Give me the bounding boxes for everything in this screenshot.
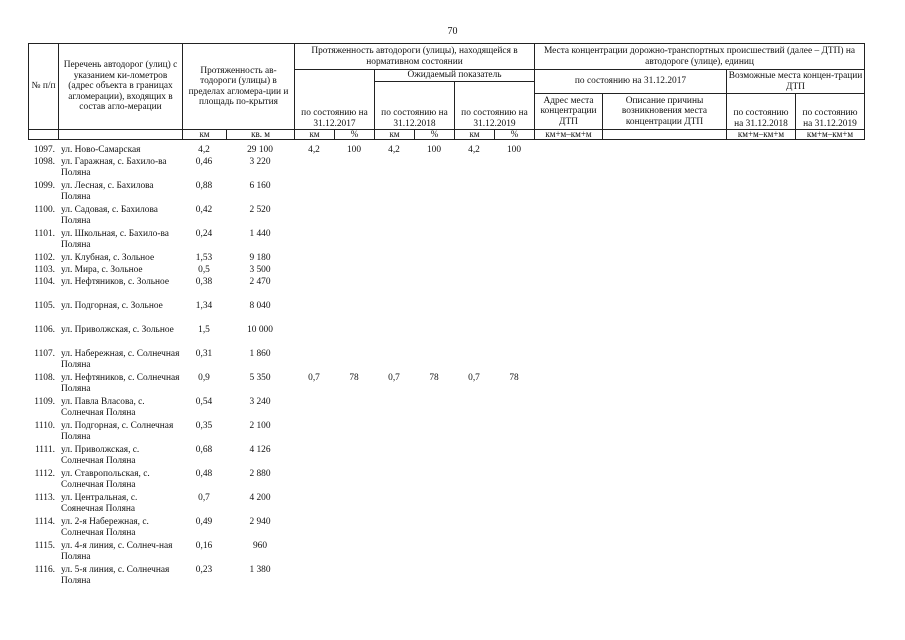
normative-2017-pct — [334, 397, 374, 421]
unit-km: км — [183, 130, 227, 140]
length-km: 0,23 — [195, 565, 213, 575]
normative-2018-pct: 78 — [429, 373, 439, 383]
normative-2018-pct — [414, 253, 454, 265]
row-number: 1116. — [34, 565, 55, 575]
table-row — [28, 181, 534, 205]
normative-2019-pct — [494, 349, 534, 373]
length-km: 0,24 — [195, 229, 213, 239]
normative-2019-km — [454, 229, 494, 253]
length-km: 0,5 — [198, 265, 210, 275]
area-sqm: 2 880 — [249, 469, 271, 479]
road-name: ул. Лесная, с. Бахилова Поляна — [61, 181, 154, 202]
normative-2017-pct: 100 — [346, 145, 362, 155]
row-number: 1101. — [34, 229, 55, 239]
normative-2017-km — [294, 397, 334, 421]
normative-2018-pct — [414, 277, 454, 301]
unit-km: км — [375, 130, 415, 140]
header-dtp-cause: Описание причины возникновения места концентрации ДТП — [603, 94, 727, 130]
table-row — [28, 145, 534, 157]
normative-2019-km — [454, 565, 494, 589]
normative-2018-km — [374, 421, 414, 445]
normative-2017-pct — [334, 277, 374, 301]
normative-2017-pct: 78 — [349, 373, 359, 383]
normative-2017-km — [294, 277, 334, 301]
unit-kmm: км+м–км+м — [796, 130, 865, 140]
row-number: 1109. — [34, 397, 55, 407]
area-sqm: 3 240 — [249, 397, 271, 407]
row-number: 1105. — [34, 301, 55, 311]
table-row — [28, 565, 534, 589]
length-km: 1,53 — [195, 253, 213, 263]
normative-2018-km — [374, 541, 414, 565]
length-km: 0,49 — [195, 517, 213, 527]
normative-2017-km — [294, 421, 334, 445]
row-number: 1100. — [34, 205, 55, 215]
area-sqm: 3 500 — [249, 265, 271, 275]
normative-2019-pct — [494, 277, 534, 301]
normative-2019-pct — [494, 565, 534, 589]
normative-2018-km — [374, 205, 414, 229]
table-row — [28, 349, 534, 373]
header-expected: Ожидаемый показатель — [375, 70, 535, 82]
normative-2017-pct — [334, 157, 374, 181]
area-sqm: 10 000 — [247, 325, 273, 335]
normative-2019-pct — [494, 517, 534, 541]
normative-2019-km — [454, 181, 494, 205]
road-name: ул. Ново-Самарская — [61, 145, 141, 155]
length-km: 0,16 — [195, 541, 213, 551]
normative-2017-pct — [334, 565, 374, 589]
normative-2017-km — [294, 541, 334, 565]
normative-2018-pct — [414, 469, 454, 493]
normative-2017-km — [294, 301, 334, 325]
road-name: ул. Гаражная, с. Бахило-ва Поляна — [61, 157, 167, 178]
table-row — [28, 265, 534, 277]
unit-km: км — [295, 130, 335, 140]
area-sqm: 2 940 — [249, 517, 271, 527]
area-sqm: 1 860 — [249, 349, 271, 359]
unit-km: км — [455, 130, 495, 140]
table-row — [28, 325, 534, 349]
unit-empty — [59, 130, 183, 140]
area-sqm: 9 180 — [249, 253, 271, 263]
area-sqm: 4 200 — [249, 493, 271, 503]
table-row — [28, 205, 534, 229]
normative-2019-pct — [494, 397, 534, 421]
road-name: ул. Школьная, с. Бахило-ва Поляна — [61, 229, 169, 250]
header-group-normative: Протяженность автодороги (улицы), находящейся в нормативном состоянии — [295, 44, 535, 70]
table-body — [28, 145, 534, 589]
header-col-length: Протяженность ав-тодороги (улицы) в пределах агломера-ции и площадь по-крытия — [183, 44, 295, 130]
normative-2019-km — [454, 421, 494, 445]
road-name: ул. Приволжская, с. Солнечная Поляна — [61, 445, 140, 466]
unit-kmm: км+м–км+м — [727, 130, 796, 140]
normative-2019-pct — [494, 325, 534, 349]
normative-2018-pct — [414, 421, 454, 445]
normative-2018-pct — [414, 265, 454, 277]
normative-2017-pct — [334, 517, 374, 541]
normative-2018-pct — [414, 397, 454, 421]
normative-2019-km — [454, 445, 494, 469]
length-km: 0,38 — [195, 277, 213, 287]
row-number: 1104. — [34, 277, 55, 287]
normative-2017-km — [294, 157, 334, 181]
normative-2019-pct — [494, 229, 534, 253]
road-name: ул. Приволжская, с. Зольное — [61, 325, 174, 335]
normative-2018-pct — [414, 181, 454, 205]
length-km: 0,48 — [195, 469, 213, 479]
row-number: 1106. — [34, 325, 55, 335]
road-name: ул. Нефтяников, с. Зольное — [61, 277, 170, 287]
length-km: 4,2 — [198, 145, 210, 155]
normative-2017-pct — [334, 253, 374, 265]
normative-2019-pct — [494, 253, 534, 265]
normative-2018-km: 4,2 — [388, 145, 400, 155]
area-sqm: 960 — [252, 541, 268, 551]
table-row — [28, 493, 534, 517]
normative-2019-pct — [494, 421, 534, 445]
normative-2017-pct — [334, 181, 374, 205]
length-km: 0,7 — [198, 493, 210, 503]
normative-2018-pct — [414, 517, 454, 541]
table-row — [28, 421, 534, 445]
row-number: 1115. — [34, 541, 55, 551]
normative-2018-km — [374, 301, 414, 325]
length-km: 1,34 — [195, 301, 213, 311]
normative-2018-pct — [414, 493, 454, 517]
normative-2017-km — [294, 469, 334, 493]
road-name: ул. Ставропольская, с. Солнечная Поляна — [61, 469, 150, 490]
unit-kmm: км+м–км+м — [535, 130, 603, 140]
normative-2019-pct — [494, 301, 534, 325]
length-km: 0,54 — [195, 397, 213, 407]
normative-2018-km — [374, 253, 414, 265]
page-number: 70 — [447, 26, 458, 37]
normative-2018-pct: 100 — [426, 145, 442, 155]
length-km: 0,42 — [195, 205, 213, 215]
table-row — [28, 253, 534, 265]
unit-empty — [603, 130, 727, 140]
unit-pct: % — [495, 130, 535, 140]
normative-2019-km — [454, 469, 494, 493]
normative-2018-km — [374, 397, 414, 421]
normative-2017-pct — [334, 493, 374, 517]
normative-2018-km — [374, 229, 414, 253]
normative-2019-km: 0,7 — [468, 373, 480, 383]
normative-2019-pct — [494, 493, 534, 517]
normative-2019-pct — [494, 205, 534, 229]
normative-2018-km — [374, 325, 414, 349]
header-dtp-possible: Возможные места концен-трации ДТП — [727, 70, 865, 94]
normative-2017-pct — [334, 445, 374, 469]
normative-2017-pct — [334, 265, 374, 277]
area-sqm: 3 220 — [249, 157, 271, 167]
table-row — [28, 301, 534, 325]
normative-2017-km: 4,2 — [308, 145, 320, 155]
length-km: 0,68 — [195, 445, 213, 455]
normative-2017-pct — [334, 205, 374, 229]
normative-2017-km — [294, 265, 334, 277]
header-dtp-2017: по состоянию на 31.12.2017 — [535, 70, 727, 94]
road-name: ул. Набережная, с. Солнечная Поляна — [61, 349, 180, 370]
row-number: 1097. — [33, 145, 55, 155]
length-km: 0,46 — [195, 157, 213, 167]
header-col-number: № п/п — [29, 44, 59, 130]
normative-2017-km — [294, 349, 334, 373]
road-name: ул. 4-я линия, с. Солнеч-ная Поляна — [61, 541, 173, 562]
normative-2018-km — [374, 565, 414, 589]
road-name: ул. Подгорная, с. Зольное — [61, 301, 163, 311]
normative-2017-pct — [334, 325, 374, 349]
normative-2018-km — [374, 349, 414, 373]
area-sqm: 29 100 — [247, 145, 273, 155]
normative-2018-pct — [414, 301, 454, 325]
header-normative-2018: по состоянию на 31.12.2018 — [375, 82, 455, 130]
row-number: 1098. — [33, 157, 55, 167]
normative-2019-km — [454, 265, 494, 277]
normative-2019-km — [454, 301, 494, 325]
road-name: ул. Павла Власова, с. Солнечная Поляна — [61, 397, 145, 418]
normative-2017-km — [294, 325, 334, 349]
normative-2018-pct — [414, 445, 454, 469]
road-name: ул. 5-я линия, с. Солнечная Поляна — [61, 565, 170, 586]
normative-2019-pct — [494, 469, 534, 493]
normative-2019-pct: 100 — [506, 145, 522, 155]
normative-2017-pct — [334, 229, 374, 253]
normative-2018-km — [374, 265, 414, 277]
normative-2018-km — [374, 493, 414, 517]
road-name: ул. Подгорная, с. Солнечная Поляна — [61, 421, 174, 442]
table-header — [28, 43, 865, 140]
normative-2018-pct — [414, 541, 454, 565]
normative-2018-km — [374, 445, 414, 469]
table-row — [28, 229, 534, 253]
normative-2019-km — [454, 205, 494, 229]
length-km: 0,88 — [195, 181, 213, 191]
normative-2017-km: 0,7 — [308, 373, 320, 383]
normative-2017-pct — [334, 421, 374, 445]
length-km: 0,31 — [195, 349, 213, 359]
road-name: ул. 2-я Набережная, с. Солнечная Поляна — [61, 517, 149, 538]
header-dtp-address: Адрес места концентрации ДТП — [535, 94, 603, 130]
normative-2019-pct — [494, 157, 534, 181]
normative-2017-km — [294, 181, 334, 205]
normative-2019-km: 4,2 — [468, 145, 480, 155]
table-row — [28, 541, 534, 565]
header-col-name: Перечень автодорог (улиц) с указанием ки-лометров (адрес объекта в границах агломерации), входящих в состав агло-мерации — [59, 44, 183, 130]
normative-2019-pct — [494, 181, 534, 205]
row-number: 1114. — [34, 517, 55, 527]
normative-2018-km — [374, 277, 414, 301]
normative-2017-pct — [334, 541, 374, 565]
normative-2018-pct — [414, 157, 454, 181]
normative-2019-km — [454, 517, 494, 541]
row-number: 1102. — [34, 253, 55, 263]
header-normative-2019: по состоянию на 31.12.2019 — [455, 82, 535, 130]
table-row — [28, 373, 534, 397]
normative-2017-km — [294, 229, 334, 253]
area-sqm: 8 040 — [249, 301, 271, 311]
normative-2017-km — [294, 253, 334, 265]
normative-2019-km — [454, 541, 494, 565]
normative-2017-km — [294, 205, 334, 229]
table-row — [28, 397, 534, 421]
normative-2018-km: 0,7 — [388, 373, 400, 383]
unit-pct: % — [415, 130, 455, 140]
area-sqm: 6 160 — [249, 181, 271, 191]
table-row — [28, 157, 534, 181]
area-sqm: 1 380 — [249, 565, 271, 575]
normative-2019-km — [454, 277, 494, 301]
header-group-dtp: Места концентрации дорожно-транспортных происшествий (далее – ДТП) на автодороге (улице), единиц — [535, 44, 865, 70]
normative-2018-km — [374, 469, 414, 493]
normative-2019-pct — [494, 541, 534, 565]
unit-empty — [29, 130, 59, 140]
road-name: ул. Мира, с. Зольное — [61, 265, 143, 275]
table-row — [28, 469, 534, 493]
area-sqm: 2 520 — [249, 205, 271, 215]
row-number: 1112. — [34, 469, 55, 479]
area-sqm: 2 100 — [249, 421, 271, 431]
area-sqm: 4 126 — [249, 445, 271, 455]
row-number: 1099. — [33, 181, 55, 191]
row-number: 1108. — [34, 373, 55, 383]
row-number: 1107. — [34, 349, 55, 359]
normative-2019-km — [454, 493, 494, 517]
road-name: ул. Садовая, с. Бахилова Поляна — [61, 205, 158, 226]
normative-2019-pct — [494, 265, 534, 277]
normative-2019-km — [454, 349, 494, 373]
normative-2017-pct — [334, 301, 374, 325]
normative-2017-km — [294, 445, 334, 469]
normative-2018-km — [374, 181, 414, 205]
length-km: 1,5 — [198, 325, 210, 335]
row-number: 1111. — [34, 445, 55, 455]
normative-2018-pct — [414, 229, 454, 253]
normative-2019-km — [454, 253, 494, 265]
length-km: 0,35 — [195, 421, 213, 431]
normative-2018-pct — [414, 565, 454, 589]
header-dtp-2018: по состоянию на 31.12.2018 — [727, 94, 796, 130]
area-sqm: 2 470 — [249, 277, 271, 287]
table-row — [28, 517, 534, 541]
normative-2017-pct — [334, 469, 374, 493]
road-name: ул. Центральная, с. Соянечная Поляна — [61, 493, 138, 514]
normative-2018-km — [374, 517, 414, 541]
road-name: ул. Нефтяников, с. Солнечная Поляна — [61, 373, 180, 394]
normative-2017-km — [294, 517, 334, 541]
normative-2018-km — [374, 157, 414, 181]
normative-2019-pct — [494, 445, 534, 469]
normative-2017-km — [294, 493, 334, 517]
normative-2019-pct: 78 — [509, 373, 519, 383]
unit-pct: % — [335, 130, 375, 140]
area-sqm: 1 440 — [249, 229, 271, 239]
table-row — [28, 277, 534, 301]
length-km: 0,9 — [198, 373, 210, 383]
normative-2019-km — [454, 325, 494, 349]
header-normative-2017: по состоянию на 31.12.2017 — [295, 70, 375, 130]
row-number: 1113. — [34, 493, 55, 503]
normative-2019-km — [454, 397, 494, 421]
normative-2018-pct — [414, 349, 454, 373]
row-number: 1103. — [34, 265, 55, 275]
road-name: ул. Клубная, с. Зольное — [61, 253, 155, 263]
table-row — [28, 445, 534, 469]
normative-2019-km — [454, 157, 494, 181]
normative-2018-pct — [414, 205, 454, 229]
unit-sqm: кв. м — [227, 130, 295, 140]
row-number: 1110. — [34, 421, 55, 431]
normative-2018-pct — [414, 325, 454, 349]
normative-2017-km — [294, 565, 334, 589]
area-sqm: 5 350 — [249, 373, 271, 383]
header-dtp-2019: по состоянию на 31.12.2019 — [796, 94, 865, 130]
normative-2017-pct — [334, 349, 374, 373]
